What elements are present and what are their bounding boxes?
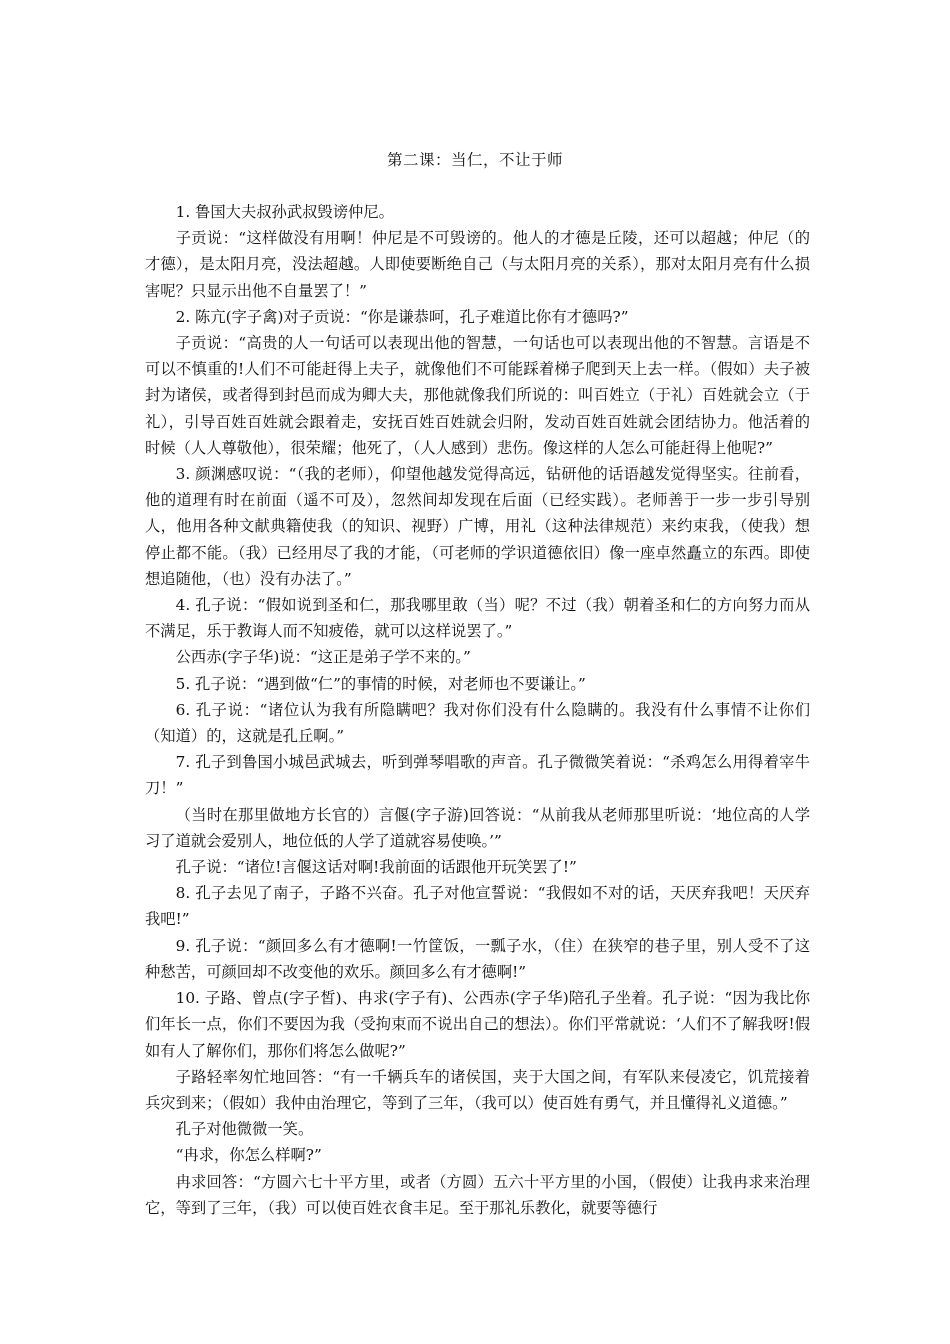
paragraph: 孔子说：“诸位!言偃这话对啊!我前面的话跟他开玩笑罢了!” [175,858,577,877]
paragraph: “冉求，你怎么样啊?” [175,1146,322,1165]
paragraph: 公西赤(字子华)说：“这正是弟子学不来的。” [175,648,471,667]
paragraph: 5. 孔子说：“遇到做“仁”的事情的时候，对老师也不要谦让。” [175,674,586,693]
page-title: 第二课：当仁，不让于师 [386,151,563,169]
paragraph: 3. 颜渊感叹说：“（我的老师），仰望他越发觉得高远，钻研他的话语越发觉得坚实。往前看，他的道理有时在前面（遥不可及），忽然间却发现在后面（已经实践）。老师善于一步一步引导别人，他用各种文献典籍使我（的知识、视野）广博，用礼（这种法律规范）来约束我，（使我）想停止都不能。（我）已经用尽了我的才能，（可老师的学识道德依旧）像一座卓然矗立的东西。即使想追随他，（也）没有办法了。” [145,465,810,588]
paragraph: 冉求回答：“方圆六七十平方里，或者（方圆）五六十平方里的小国，（假使）让我冉求来治理它，等到了三年，（我）可以使百姓衣食丰足。至于那礼乐教化，就要等德行 [145,1172,810,1217]
paragraph: 孔子对他微微一笑。 [175,1120,314,1139]
paragraph: 7. 孔子到鲁国小城邑武城去，听到弹琴唱歌的声音。孔子微微笑着说：“杀鸡怎么用得着宰牛刀！” [145,753,810,798]
paragraph: （当时在那里做地方长官的）言偃(字子游)回答说：“从前我从老师那里听说：‘地位高的人学习了道就会爱别人，地位低的人学了道就容易使唤。’” [145,805,810,850]
paragraph: 10. 子路、曾点(字子皙)、冉求(字子有)、公西赤(字子华)陪孔子坐着。孔子说：“因为我比你们年长一点，你们不要因为我（受拘束而不说出自己的想法）。你们平常就说：‘人们不了解我呀!假如有人了解你们，那你们将怎么做呢?” [145,989,810,1060]
paragraph: 4. 孔子说：“假如说到圣和仁，那我哪里敢（当）呢？不过（我）朝着圣和仁的方向努力而从不满足，乐于教诲人而不知疲倦，就可以这样说罢了。” [145,596,810,641]
paragraph: 9. 孔子说：“颜回多么有才德啊!一竹筐饭，一瓢子水，（住）在狭窄的巷子里，别人受不了这种愁苦，可颜回却不改变他的欢乐。颜回多么有才德啊!” [145,936,810,981]
paragraph: 6. 孔子说：“诸位认为我有所隐瞒吧？我对你们没有什么隐瞒的。我没有什么事情不让你们（知道）的，这就是孔丘啊。” [145,700,810,746]
paragraph: 8. 孔子去见了南子，子路不兴奋。孔子对他宣誓说：“我假如不对的话，天厌弃我吧！天厌弃我吧!” [145,884,810,929]
body-text [145,199,810,1221]
paragraph: 2. 陈亢(字子禽)对子贡说：“你是谦恭呵，孔子难道比你有才德吗?” [175,307,629,326]
paragraph: 1. 鲁国大夫叔孙武叔毁谤仲尼。 [175,203,394,221]
paragraph: 子路轻率匆忙地回答：“有一千辆兵车的诸侯国，夹于大国之间，有军队来侵凌它，饥荒接着兵灾到来；（假如）我仲由治理它，等到了三年，（我可以）使百姓有勇气，并且懂得礼义道德。” [145,1067,810,1112]
paragraph: 子贡说：“高贵的人一句话可以表现出他的智慧，一句话也可以表现出他的不智慧。言语是不可以不慎重的!人们不可能赶得上夫子，就像他们不可能踩着梯子爬到天上去一样。（假如）夫子被封为诸侯，或者得到封邑而成为卿大夫，那他就像我们所说的：叫百姓立（于礼）百姓就会立（于礼），引导百姓百姓就会跟着走，安抚百姓百姓就会归附，发动百姓百姓就会团结协力。他活着的时候（人人尊敬他），很荣耀；他死了，（人人感到）悲伤。像这样的人怎么可能赶得上他呢?” [145,334,810,457]
paragraph: 子贡说：“这样做没有用啊！仲尼是不可毁谤的。他人的才德是丘陵，还可以超越；仲尼（的才德），是太阳月亮，没法超越。人即使要断绝自己（与太阳月亮的关系），那对太阳月亮有什么损害呢？只显示出他不自量罢了！” [145,229,810,300]
